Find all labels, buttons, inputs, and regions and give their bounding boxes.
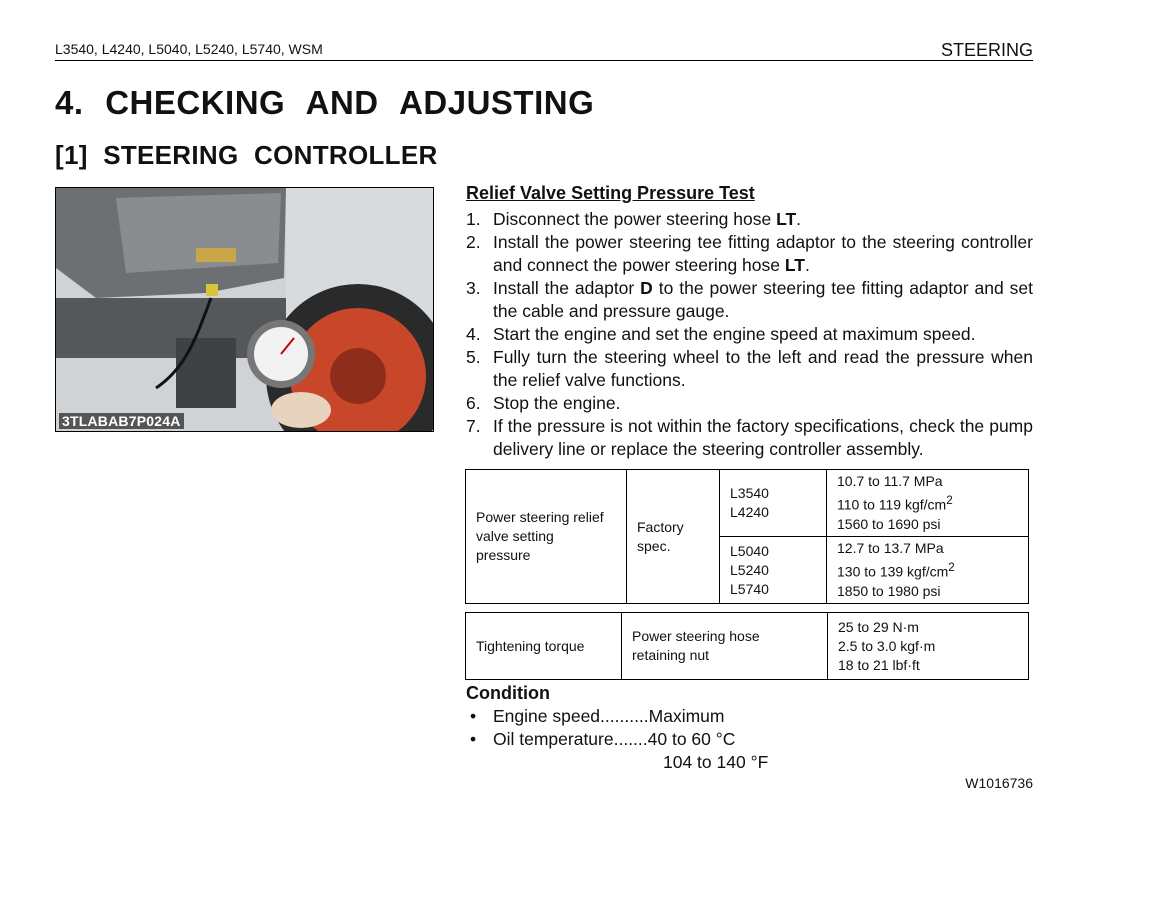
spec-values-cell: 10.7 to 11.7 MPa 110 to 119 kgf/$cm^2$ 1560 to 1690 psi	[827, 470, 1029, 537]
header-section: STEERING	[940, 40, 1033, 60]
spec-models-cell: L3540 L4240	[720, 470, 827, 537]
spec-item-cell: Power steering relief valve setting pressure	[466, 470, 627, 604]
steering-photo	[55, 187, 434, 432]
spec-values-cell: 12.7 to 13.7 MPa 130 to 139 kgf/$cm^2$ 1850 to 1980 psi	[827, 537, 1029, 604]
condition-title: Condition	[466, 683, 550, 703]
section-title: 4. CHECKING AND ADJUSTING	[55, 84, 595, 121]
condition-item: • Engine speed..........Maximum	[466, 705, 768, 728]
step-item: 2. Install the power steering tee fitting adaptor to the steering controller and connect the power steering hose LT.	[466, 232, 1033, 275]
condition-block	[466, 682, 768, 774]
step-item: 5. Fully turn the steering wheel to the left and read the pressure when the relief valve functions.	[466, 347, 1033, 390]
step-item: 1. Disconnect the power steering hose LT.	[466, 209, 802, 229]
step-item: 6. Stop the engine.	[466, 393, 621, 413]
step-item: 3. Install the adaptor D to the power steering tee fitting adaptor and set the cable and pressure gauge.	[466, 278, 1034, 321]
photo-label: 3TLABAB7P024A	[59, 413, 184, 429]
step-item: 7. If the pressure is not within the factory specifications, check the pump delivery line or replace the steering controller assembly.	[466, 416, 1033, 459]
torque-values-cell: 25 to 29 N·m 2.5 to 3.0 kgf·m 18 to 21 lbf·ft	[828, 613, 1029, 680]
torque-item-cell: Tightening torque	[466, 613, 622, 680]
torque-spec-table	[465, 612, 1029, 680]
spec-kind-cell: Factory spec.	[627, 470, 720, 604]
subsection-title: [1] STEERING CONTROLLER	[55, 140, 438, 170]
spec-models-cell: L5040 L5240 L5740	[720, 537, 827, 604]
torque-part-cell: Power steering hose retaining nut	[622, 613, 828, 680]
step-list	[466, 208, 1033, 461]
header-rule	[55, 60, 1033, 61]
condition-extra: 104 to 140 °F	[663, 752, 769, 772]
photo-illustration	[56, 188, 433, 431]
test-title: Relief Valve Setting Pressure Test	[466, 183, 755, 203]
test-procedure	[466, 183, 1033, 461]
condition-item: • Oil temperature.......40 to 60 °C	[466, 728, 768, 751]
document-code: W1016736	[965, 775, 1033, 791]
step-item: 4. Start the engine and set the engine speed at maximum speed.	[466, 324, 976, 344]
relief-pressure-spec-table	[465, 469, 1029, 604]
header-models: L3540, L4240, L5040, L5240, L5740, WSM	[55, 41, 323, 57]
